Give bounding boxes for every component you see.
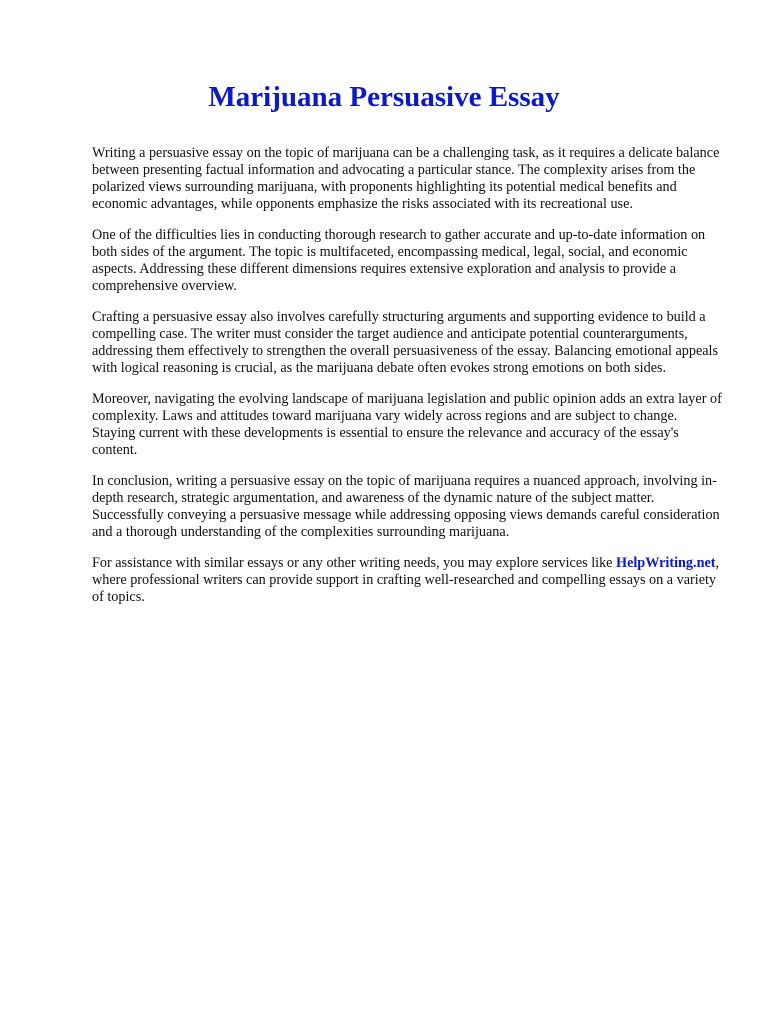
- paragraph-research: One of the difficulties lies in conducting thorough research to gather accurate and up-to-date information on both sides of the argument. The topic is multifaceted, encompassing medical, legal, social, and economic aspects. Addressing these different dimensions requires extensive exploration and analysis to provide a comprehensive overview.: [92, 227, 706, 294]
- paragraph-conclusion: In conclusion, writing a persuasive essay on the topic of marijuana requires a nuanced approach, involving in-depth research, strategic argumentation, and awareness of the dynamic nature of the subject matter. Successfully conveying a persuasive message while addressing opposing views demands careful consideration and a thorough understanding of the complexities surrounding marijuana.: [92, 473, 720, 540]
- helpwriting-link[interactable]: HelpWriting.net: [616, 555, 716, 571]
- closing-text-after: , where professional writers can provide support in crafting well-researched and compelling essays on a variety of topics.: [92, 555, 720, 605]
- paragraph-intro: Writing a persuasive essay on the topic of marijuana can be a challenging task, as it requires a delicate balance between presenting factual information and advocating a particular stance. The complexity arises from the polarized views surrounding marijuana, with proponents highlighting its potential medical benefits and economic advantages, while opponents emphasize the risks associated with its recreational use.: [92, 145, 720, 212]
- paragraph-structure: Crafting a persuasive essay also involves carefully structuring arguments and supporting evidence to build a compelling case. The writer must consider the target audience and anticipate potential counterarguments, addressing them effectively to strengthen the overall persuasiveness of the essay. Balancing emotional appeals with logical reasoning is crucial, as the marijuana debate often evokes strong emotions on both sides.: [92, 309, 719, 376]
- closing-text-before: For assistance with similar essays or any other writing needs, you may explore services like: [92, 555, 617, 571]
- page-title: Marijuana Persuasive Essay: [208, 81, 560, 113]
- essay-body: [92, 145, 724, 620]
- paragraph-legislation: Moreover, navigating the evolving landscape of marijuana legislation and public opinion adds an extra layer of complexity. Laws and attitudes toward marijuana vary widely across regions and are subject to change. Staying current with these developments is essential to ensure the relevance and accuracy of the essay's content.: [92, 391, 722, 458]
- paragraph-closing: [92, 555, 724, 606]
